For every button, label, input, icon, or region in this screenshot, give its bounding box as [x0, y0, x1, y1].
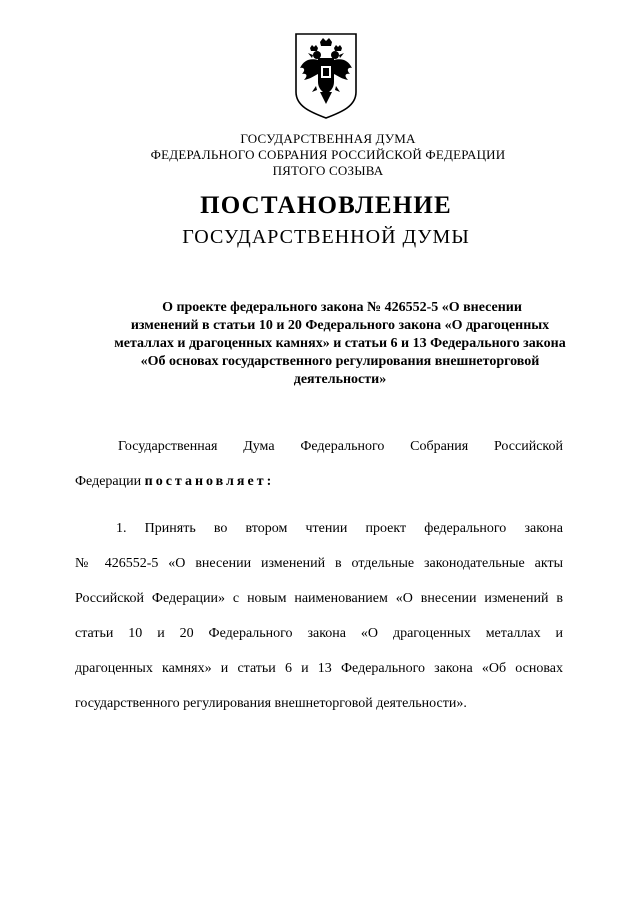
- intro-prefix: Федерации: [75, 474, 145, 489]
- law-title-line: О проекте федерального закона № 426552-5 «О внесении: [162, 300, 522, 315]
- law-title-line: деятельности»: [293, 372, 387, 387]
- item1-paragraph-line: драгоценных камнях» и статьи 6 и 13 Федерального закона «Об основах: [75, 661, 563, 676]
- coat-of-arms-emblem: [290, 30, 362, 122]
- document-subtitle: ГОСУДАРСТВЕННОЙ ДУМЫ: [182, 226, 470, 248]
- item1-paragraph-line: государственного регулирования внешнеторговой деятельности».: [75, 696, 467, 711]
- law-title-line: металлах и драгоценных камнях» и статьи 6 и 13 Федерального закона: [114, 336, 566, 351]
- document-title: ПОСТАНОВЛЕНИЕ: [200, 192, 452, 219]
- intro-paragraph-line: [75, 473, 563, 491]
- item1-paragraph-line: Российской Федерации» с новым наименованием «О внесении изменений в: [75, 591, 563, 606]
- item1-paragraph-line: статьи 10 и 20 Федерального закона «О драгоценных металлах и: [75, 626, 563, 641]
- law-title-line: изменений в статьи 10 и 20 Федерального закона «О драгоценных: [130, 318, 550, 333]
- resolves-keyword: постановляет:: [144, 474, 275, 489]
- convocation-line: ПЯТОГО СОЗЫВА: [272, 163, 384, 178]
- intro-paragraph-line: Государственная Дума Федерального Собрания Российской: [118, 439, 563, 454]
- item1-paragraph-line: 1. Принять во втором чтении проект федерального закона: [116, 521, 563, 536]
- law-title-line: «Об основах государственного регулирования внешнеторговой: [140, 354, 540, 369]
- organization-line-2: ФЕДЕРАЛЬНОГО СОБРАНИЯ РОССИЙСКОЙ ФЕДЕРАЦИИ: [150, 147, 506, 162]
- organization-line-1: ГОСУДАРСТВЕННАЯ ДУМА: [240, 131, 416, 146]
- item1-paragraph-line: № 426552-5 «О внесении изменений в отдельные законодательные акты: [75, 556, 563, 571]
